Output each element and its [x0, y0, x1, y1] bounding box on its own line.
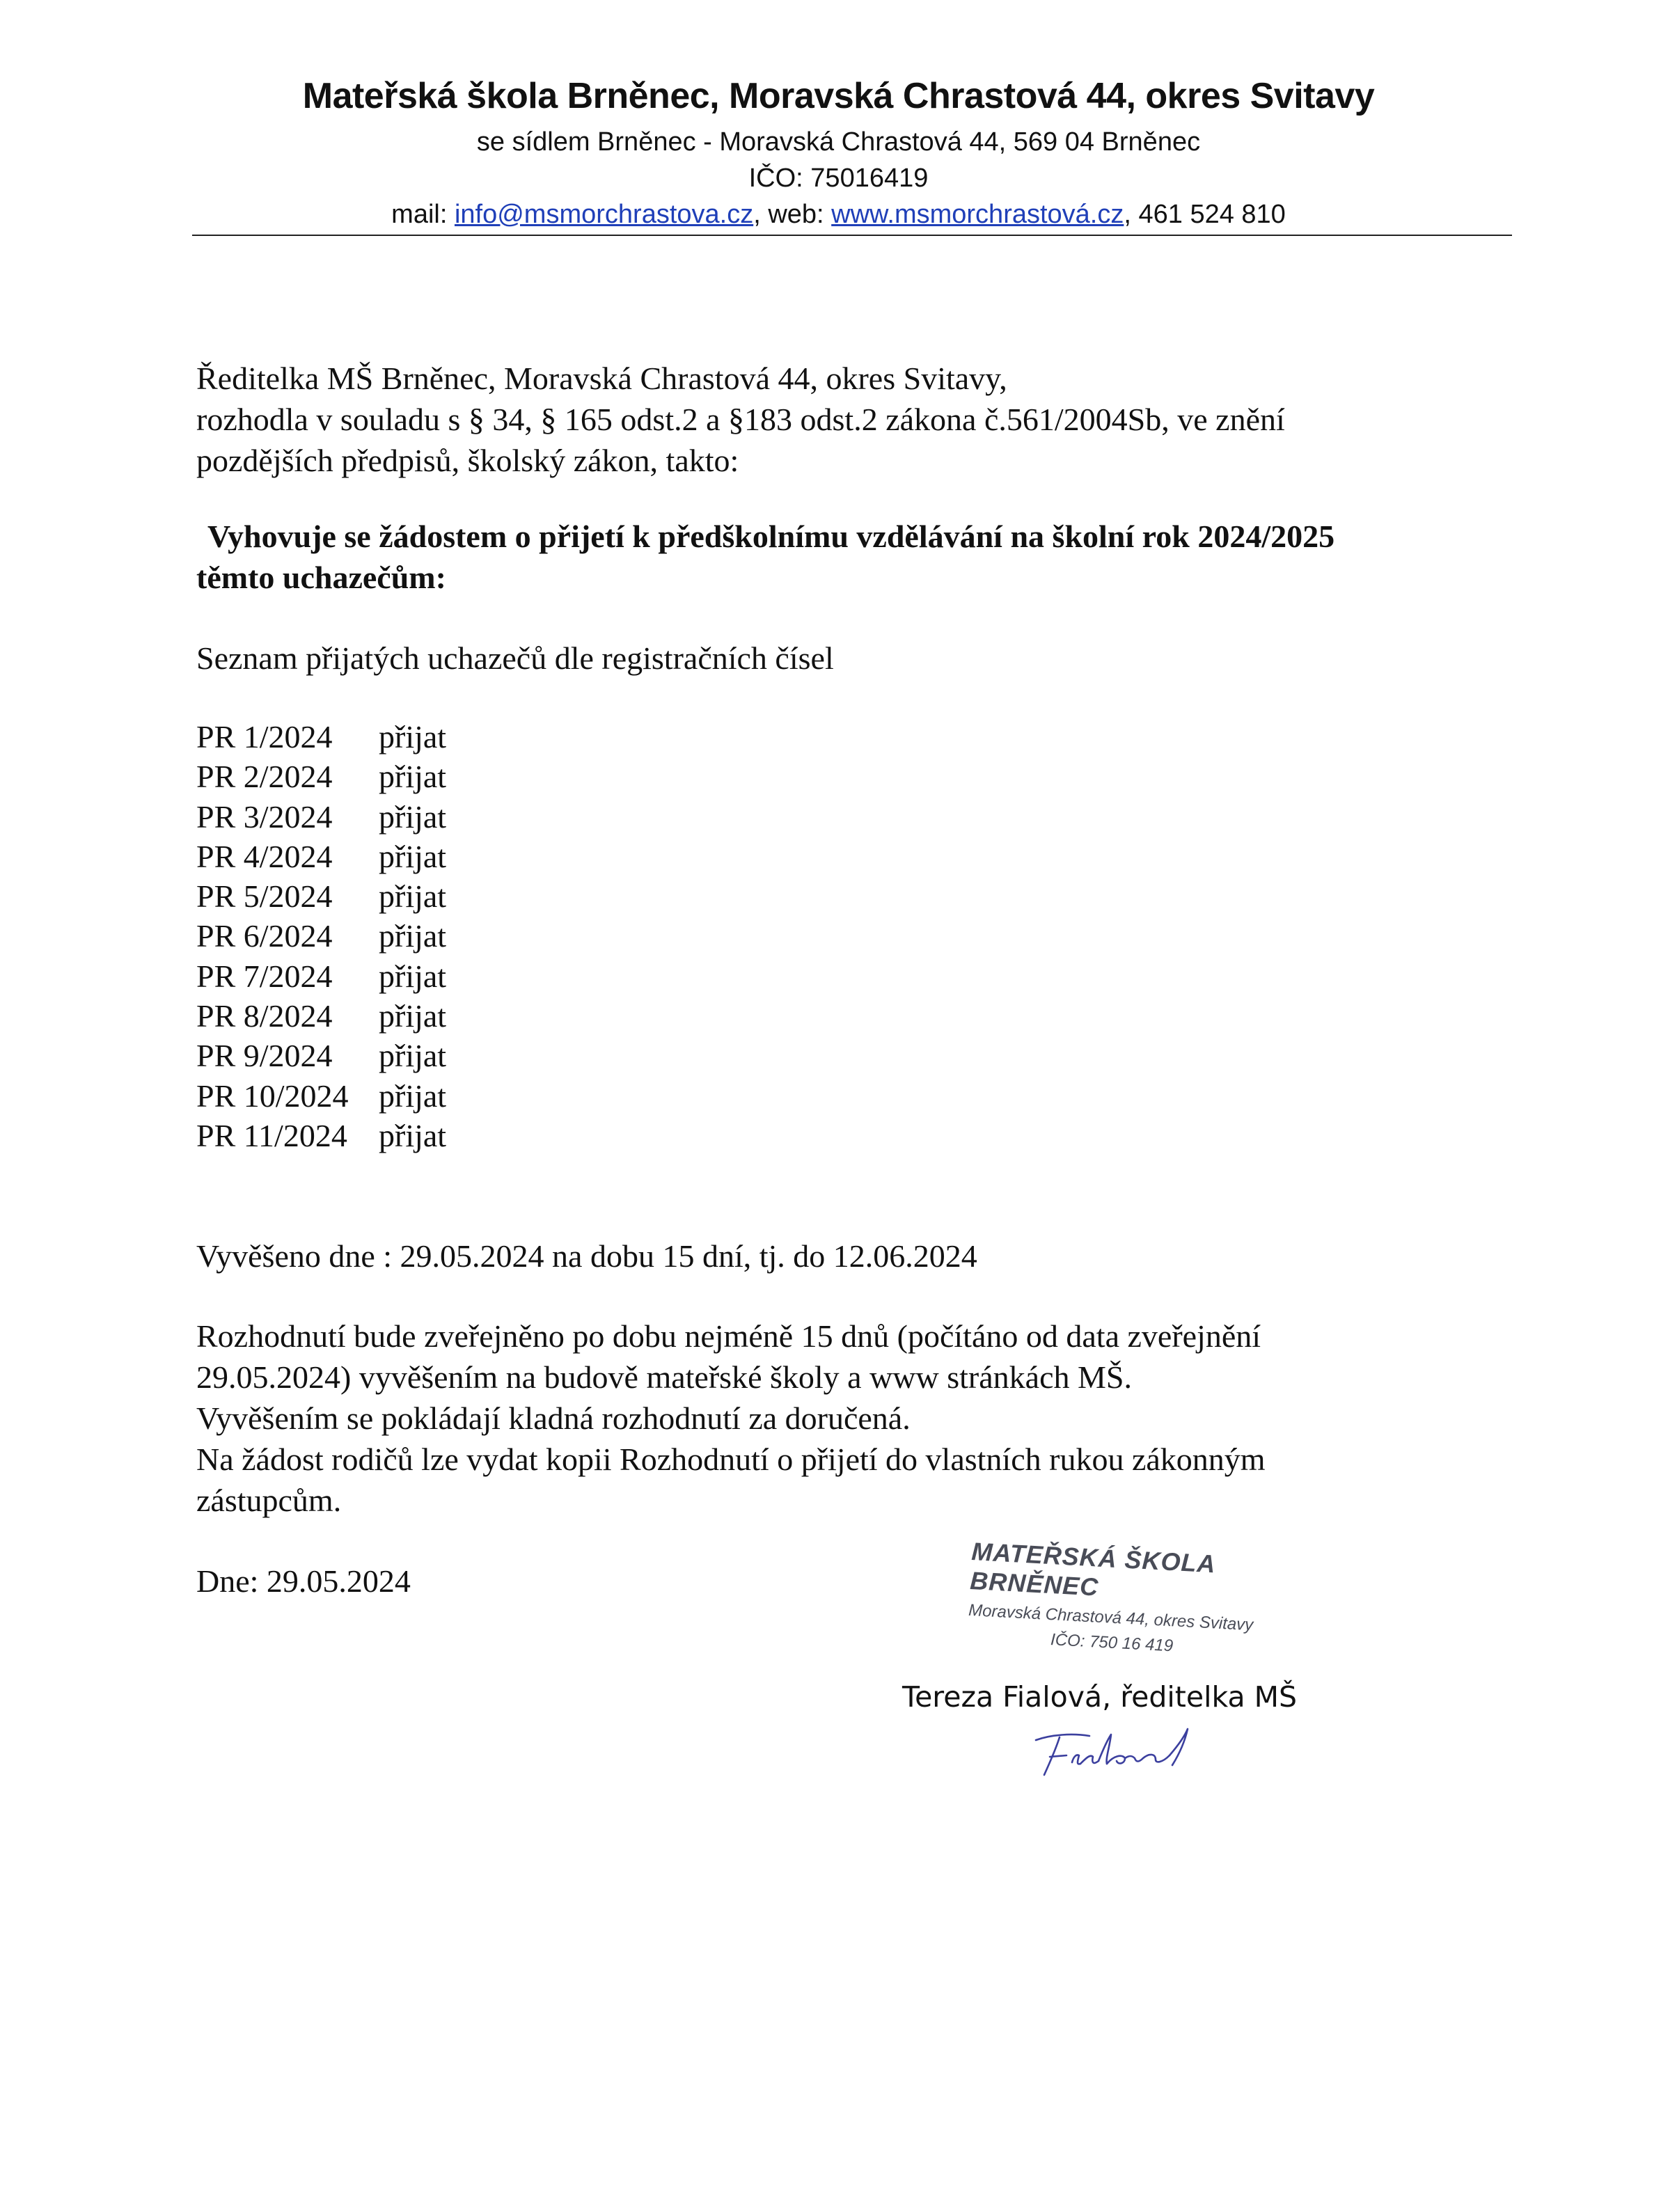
- web-label: , web:: [753, 200, 832, 229]
- mail-label: mail:: [391, 200, 455, 229]
- registration-number: PR 6/2024: [196, 918, 333, 954]
- list-item: [196, 996, 446, 1036]
- admission-status: přijat: [379, 1038, 447, 1074]
- admission-status: přijat: [379, 719, 447, 755]
- registration-number: PR 11/2024: [196, 1117, 347, 1153]
- notice-line-3: Vyvěšením se pokládají kladná rozhodnutí za doručená.: [196, 1400, 911, 1436]
- registration-number: PR 5/2024: [196, 878, 333, 915]
- intro-line-2: rozhodla v souladu s § 34, § 165 odst.2 a §183 odst.2 zákona č.561/2004Sb, ve znění: [196, 402, 1285, 437]
- admission-status: přijat: [379, 798, 447, 835]
- letterhead-divider: [192, 235, 1512, 236]
- registration-number: PR 10/2024: [196, 1077, 349, 1114]
- list-item: [196, 837, 446, 876]
- intro-line-1: Ředitelka MŠ Brněnec, Moravská Chrastová 44, okres Svitavy,: [196, 361, 1007, 396]
- document-date: Dne: 29.05.2024: [196, 1563, 411, 1599]
- posted-notice: Vyvěšeno dne : 29.05.2024 na dobu 15 dní, tj. do 12.06.2024: [196, 1238, 977, 1274]
- list-item: [196, 956, 446, 996]
- contact-line: [0, 200, 1677, 230]
- notice-line-4: Na žádost rodičů lze vydat kopii Rozhodnutí o přijetí do vlastních rukou zákonným: [196, 1441, 1266, 1477]
- school-address: se sídlem Brněnec - Moravská Chrastová 44, 569 04 Brněnec: [476, 127, 1201, 157]
- stamp-line-2: Moravská Chrastová 44, okres Svitavy: [968, 1600, 1254, 1635]
- list-item: [196, 876, 446, 916]
- registration-number: PR 2/2024: [196, 759, 333, 795]
- school-ico: IČO: 75016419: [748, 164, 929, 193]
- notice-line-2: 29.05.2024) vyvěšením na budově mateřské školy a www stránkách MŠ.: [196, 1359, 1132, 1395]
- notice-line-5: zástupcům.: [196, 1483, 342, 1518]
- school-stamp: [966, 1537, 1292, 1672]
- list-item: [196, 797, 446, 837]
- registration-number: PR 9/2024: [196, 1038, 333, 1074]
- applicants-list: [196, 717, 446, 1155]
- registration-number: PR 4/2024: [196, 838, 333, 874]
- decision-line-1: Vyhovuje se žádostem o přijetí k předškolnímu vzdělávání na školní rok 2024/2025: [207, 519, 1335, 554]
- list-heading: Seznam přijatých uchazečů dle registračních čísel: [196, 640, 834, 676]
- admission-status: přijat: [379, 1077, 447, 1114]
- list-item: [196, 916, 446, 956]
- admission-status: přijat: [379, 958, 447, 994]
- stamp-line-3: IČO: 750 16 419: [1050, 1630, 1174, 1656]
- admission-status: přijat: [379, 918, 447, 954]
- signatory-name: Tereza Fialová, ředitelka MŠ: [902, 1680, 1298, 1714]
- admission-status: přijat: [379, 838, 447, 874]
- notice-line-1: Rozhodnutí bude zveřejněno po dobu nejméně 15 dnů (počítáno od data zveřejnění: [196, 1318, 1261, 1354]
- email-link[interactable]: info@msmorchrastova.cz: [454, 200, 754, 229]
- admission-status: přijat: [379, 1117, 447, 1153]
- registration-number: PR 7/2024: [196, 958, 333, 994]
- list-item: [196, 757, 446, 796]
- admission-status: přijat: [379, 998, 447, 1034]
- website-link[interactable]: www.msmorchrastová.cz: [831, 200, 1124, 229]
- list-item: [196, 1076, 446, 1116]
- registration-number: PR 8/2024: [196, 998, 333, 1034]
- phone-number: , 461 524 810: [1124, 200, 1286, 229]
- handwritten-signature: [1023, 1719, 1204, 1782]
- registration-number: PR 3/2024: [196, 798, 333, 835]
- admission-status: přijat: [379, 759, 447, 795]
- registration-number: PR 1/2024: [196, 719, 333, 755]
- list-item: [196, 717, 446, 757]
- list-item: [196, 1036, 446, 1075]
- school-name-heading: Mateřská škola Brněnec, Moravská Chrastová 44, okres Svitavy: [302, 76, 1375, 116]
- stamp-line-1: MATEŘSKÁ ŠKOLA BRNĚNEC: [969, 1537, 1216, 1602]
- list-item: [196, 1116, 446, 1155]
- decision-line-2: těmto uchazečům:: [196, 560, 446, 595]
- intro-line-3: pozdějších předpisů, školský zákon, takto:: [196, 443, 739, 478]
- admission-status: přijat: [379, 878, 447, 915]
